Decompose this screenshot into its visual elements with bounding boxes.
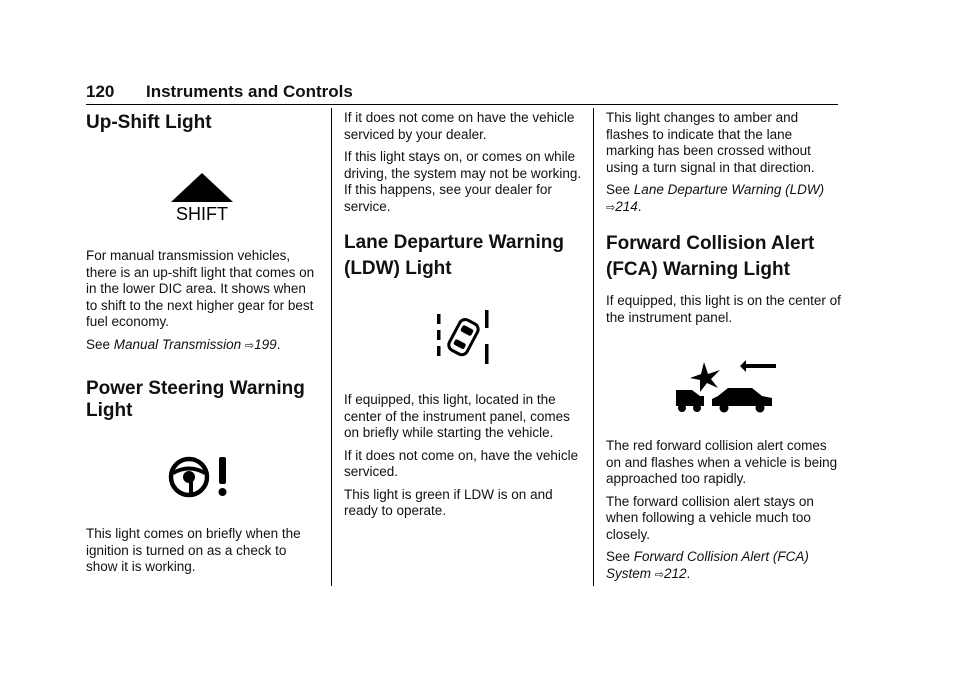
column-2 [344,108,582,520]
page-header [86,82,838,105]
ldw-paragraph-2: If it does not come on, have the vehicle serviced. [344,447,579,479]
fca-paragraph-1: If equipped, this light is on the center of the instrument panel. [606,293,841,325]
reference-page: 214 [615,198,638,214]
page-number: 120 [86,82,115,101]
upshift-description: For manual transmission vehicles, there is an up-shift light that comes on in the lower DIC area. It shows when to shift to the next higher gear for best fuel economy. [86,248,315,329]
power-steering-heading: Power Steering Warning Light [86,378,305,421]
dealer-service-paragraph: If it does not come on have the vehicle serviced by your dealer. [344,110,575,142]
power-steering-figure [86,454,318,500]
fca-see-reference: See Forward Collision Alert (FCA) System ⇨212. [606,549,809,581]
reference-page: 199 [254,336,277,352]
fca-paragraph-2: The red forward collision alert comes on and flashes when a vehicle is being approached too rapidly. [606,438,838,486]
reference-title: Manual Transmission [113,336,242,352]
ldw-paragraph-1: If equipped, this light, located in the center of the instrument panel, comes on briefly while starting the vehicle. [344,392,570,440]
ldw-heading: Lane Departure Warning (LDW) Light [344,232,564,279]
fca-paragraph-3: The forward collision alert stays on when following a vehicle much too closely. [606,493,814,542]
reference-title: Forward Collision Alert (FCA) [633,549,809,564]
fca-heading: Forward Collision Alert (FCA) Warning Light [606,233,815,280]
page-reference-arrow-icon: ⇨ [606,201,616,214]
section-title: Instruments and Controls [146,82,353,101]
upshift-light-heading: Up-Shift Light [86,112,212,133]
column-divider [593,108,594,586]
power-steering-warning-icon [164,454,240,500]
column-3 [606,108,842,583]
shift-icon-label: SHIFT [176,204,228,222]
page-reference-arrow-icon: ⇨ [654,568,664,581]
ldw-paragraph-3: This light is green if LDW is on and ready to operate. [344,486,553,518]
reference-title: Lane Departure Warning (LDW) [633,182,825,197]
upshift-see-reference: See Manual Transmission ⇨199. [86,336,281,352]
reference-page: 212 [664,565,687,581]
column-divider [331,108,332,586]
reference-title-cont: System [606,565,652,581]
column-1 [86,108,318,576]
power-steering-description: This light comes on briefly when the ignition is turned on as a check to show it is working. [86,526,301,574]
ldw-figure [344,308,582,366]
upshift-triangle-icon [167,172,237,222]
forward-collision-icon [670,356,778,414]
page-reference-arrow-icon: ⇨ [244,339,255,352]
stays-on-paragraph: If this light stays on, or comes on while driving, the system may not be working. If this happens, see your dealer for service. [344,149,582,214]
fca-figure [606,356,842,414]
upshift-light-figure [86,172,318,222]
ldw-amber-paragraph: This light changes to amber and flashes to indicate that the lane marking has been crossed without using a turn signal in that direction. [606,110,815,175]
ldw-see-reference: See Lane Departure Warning (LDW) ⇨214. [606,182,825,214]
lane-departure-icon [433,308,493,366]
